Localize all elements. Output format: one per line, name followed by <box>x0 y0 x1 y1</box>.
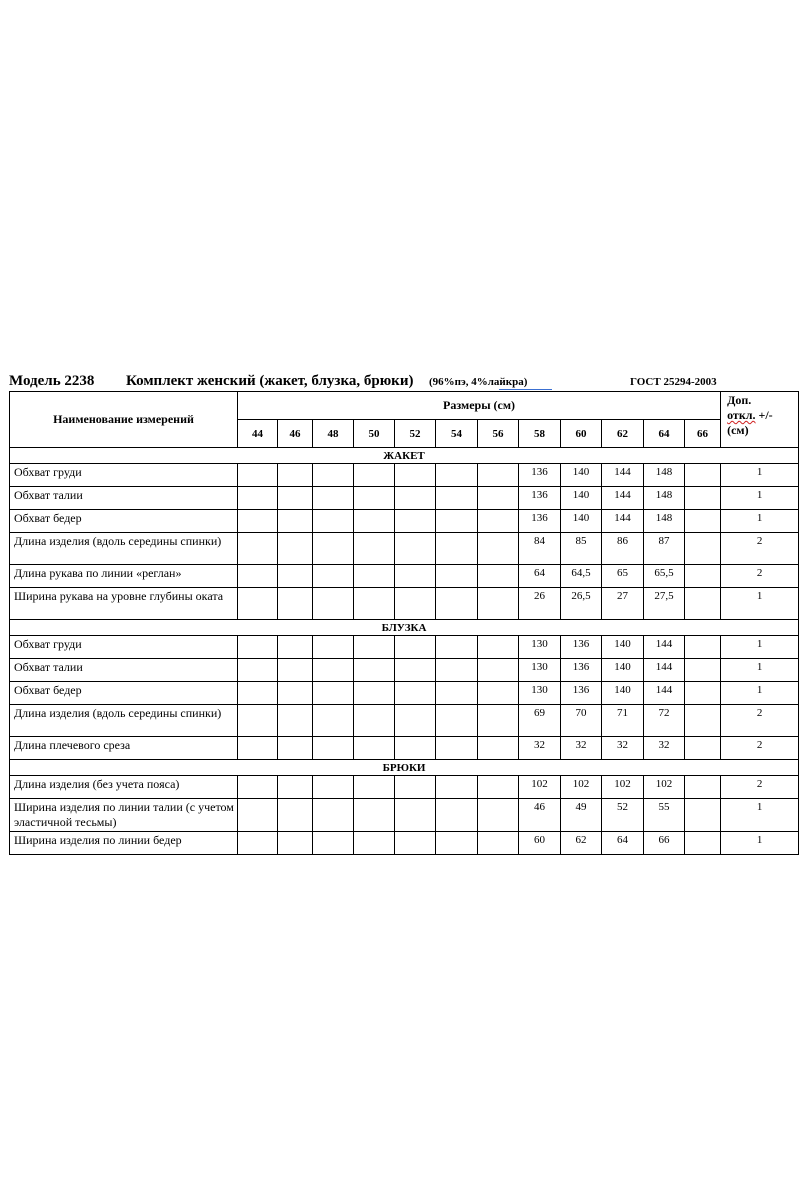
measurement-value: 32 <box>644 737 685 760</box>
fabric-composition: (96%пэ, 4%лайкра) <box>429 376 528 388</box>
measurement-value <box>478 776 519 799</box>
size-header-cell: 50 <box>354 420 395 448</box>
measurement-value <box>685 682 721 705</box>
measurement-value <box>313 776 354 799</box>
measurement-value: 87 <box>644 533 685 565</box>
measurement-row <box>10 705 799 737</box>
measurement-value: 85 <box>561 533 602 565</box>
measurement-value <box>354 487 395 510</box>
measurement-value: 136 <box>561 636 602 659</box>
measurement-value <box>354 510 395 533</box>
measurement-value <box>278 588 313 620</box>
measurement-value <box>313 464 354 487</box>
measurement-name: Ширина изделия по линии бедер <box>10 832 238 855</box>
measurement-value: 144 <box>644 636 685 659</box>
measurement-value <box>238 487 278 510</box>
measurement-value <box>478 533 519 565</box>
measurement-value <box>278 487 313 510</box>
measurement-value: 27,5 <box>644 588 685 620</box>
measurement-value: 140 <box>602 636 644 659</box>
measurement-value: 86 <box>602 533 644 565</box>
measurement-value: 130 <box>519 659 561 682</box>
measurement-row <box>10 659 799 682</box>
measurement-value <box>685 487 721 510</box>
section-row <box>10 620 799 636</box>
measurement-value <box>436 799 478 832</box>
measurement-row <box>10 565 799 588</box>
measurement-name: Длина изделия (без учета пояса) <box>10 776 238 799</box>
measurement-name: Длина изделия (вдоль середины спинки) <box>10 705 238 737</box>
measurement-value <box>238 533 278 565</box>
measurement-value <box>395 659 436 682</box>
measurement-value: 72 <box>644 705 685 737</box>
tolerance-value: 2 <box>721 565 799 588</box>
tolerance-value: 2 <box>721 737 799 760</box>
section-title: ЖАКЕТ <box>10 448 799 464</box>
measurement-value <box>354 659 395 682</box>
measurement-value <box>238 565 278 588</box>
measurement-value <box>313 565 354 588</box>
measurement-value: 130 <box>519 636 561 659</box>
measurement-value <box>478 705 519 737</box>
measurement-value <box>685 705 721 737</box>
measurement-value <box>278 636 313 659</box>
measurement-row <box>10 737 799 760</box>
measurement-value <box>278 737 313 760</box>
measurement-value: 144 <box>644 682 685 705</box>
measurement-value <box>395 682 436 705</box>
measurement-value <box>478 588 519 620</box>
measurement-name: Обхват бедер <box>10 682 238 705</box>
measurement-value <box>478 510 519 533</box>
measurement-name: Длина изделия (вдоль середины спинки) <box>10 533 238 565</box>
measurement-value <box>278 799 313 832</box>
measurement-row <box>10 588 799 620</box>
measurement-value: 140 <box>561 487 602 510</box>
spellcheck-underline <box>499 389 552 390</box>
measurement-value: 71 <box>602 705 644 737</box>
measurement-value: 102 <box>644 776 685 799</box>
measurement-row <box>10 464 799 487</box>
measurement-value <box>685 776 721 799</box>
measurement-value <box>238 682 278 705</box>
measurement-value <box>395 464 436 487</box>
tolerance-value: 2 <box>721 533 799 565</box>
measurement-value <box>238 737 278 760</box>
measurement-value <box>436 588 478 620</box>
measurement-value <box>395 565 436 588</box>
measurement-value: 64,5 <box>561 565 602 588</box>
tolerance-header-line1: Доп. <box>727 393 752 407</box>
measurement-value <box>354 737 395 760</box>
section-row <box>10 448 799 464</box>
measurement-value <box>436 464 478 487</box>
measurement-value <box>238 705 278 737</box>
tolerance-value: 1 <box>721 588 799 620</box>
measurement-value <box>685 659 721 682</box>
measurement-value <box>354 464 395 487</box>
measurement-value <box>354 636 395 659</box>
measurement-value: 144 <box>644 659 685 682</box>
measurement-value: 32 <box>519 737 561 760</box>
measurement-value <box>395 636 436 659</box>
measurement-row <box>10 799 799 832</box>
product-title: Комплект женский (жакет, блузка, брюки) <box>126 373 414 389</box>
measurement-value <box>238 659 278 682</box>
tolerance-value: 1 <box>721 636 799 659</box>
measurement-row <box>10 832 799 855</box>
tolerance-header <box>721 392 799 448</box>
document-header <box>9 373 799 390</box>
measurement-value <box>395 510 436 533</box>
measurement-value <box>354 565 395 588</box>
measurement-value <box>238 464 278 487</box>
measurement-row <box>10 533 799 565</box>
measurement-value <box>313 510 354 533</box>
measurement-value: 64 <box>519 565 561 588</box>
measurement-value <box>313 682 354 705</box>
size-header-cell: 58 <box>519 420 561 448</box>
measurement-name: Ширина рукава на уровне глубины оката <box>10 588 238 620</box>
tolerance-value: 2 <box>721 705 799 737</box>
measurement-value <box>278 832 313 855</box>
measurement-value: 136 <box>519 464 561 487</box>
measurement-value <box>478 737 519 760</box>
measurement-value <box>685 832 721 855</box>
measurement-value <box>478 636 519 659</box>
measurement-value <box>436 832 478 855</box>
measurement-value: 46 <box>519 799 561 832</box>
measurement-name: Ширина изделия по линии талии (с учетом эластичной тесьмы) <box>10 799 238 832</box>
standard-reference: ГОСТ 25294-2003 <box>630 376 717 388</box>
measurement-name: Обхват груди <box>10 636 238 659</box>
measurement-value: 64 <box>602 832 644 855</box>
measurement-value <box>313 636 354 659</box>
measurement-value: 136 <box>561 659 602 682</box>
measurement-name: Длина плечевого среза <box>10 737 238 760</box>
size-header-cell: 48 <box>313 420 354 448</box>
measurement-value <box>395 705 436 737</box>
tolerance-value: 2 <box>721 776 799 799</box>
measurement-value <box>478 565 519 588</box>
measurement-value: 136 <box>561 682 602 705</box>
size-header-cell: 44 <box>238 420 278 448</box>
tolerance-header-line2 <box>727 408 798 423</box>
measurement-value <box>313 533 354 565</box>
measurement-value <box>395 487 436 510</box>
measurement-value <box>395 799 436 832</box>
measurement-value: 65 <box>602 565 644 588</box>
measurement-name: Обхват груди <box>10 464 238 487</box>
measurement-value <box>313 659 354 682</box>
measurement-value <box>313 588 354 620</box>
measurement-row <box>10 636 799 659</box>
tolerance-value: 1 <box>721 832 799 855</box>
measurement-value <box>685 799 721 832</box>
measurement-value <box>478 659 519 682</box>
measurement-value <box>313 799 354 832</box>
measurement-value: 144 <box>602 464 644 487</box>
measurement-value <box>395 776 436 799</box>
table-header-row <box>10 392 799 420</box>
tolerance-value: 1 <box>721 510 799 533</box>
measurement-name-header: Наименование измерений <box>10 392 238 448</box>
measurement-value <box>436 659 478 682</box>
sizes-header: Размеры (см) <box>238 392 721 420</box>
measurement-value <box>278 533 313 565</box>
measurement-value: 140 <box>561 510 602 533</box>
measurement-value: 26,5 <box>561 588 602 620</box>
measurement-value <box>478 682 519 705</box>
size-header-cell: 62 <box>602 420 644 448</box>
measurement-value <box>313 737 354 760</box>
measurement-value <box>278 565 313 588</box>
measurement-value <box>436 705 478 737</box>
measurement-value <box>238 588 278 620</box>
section-title: БРЮКИ <box>10 760 799 776</box>
measurement-value <box>278 510 313 533</box>
measurement-value: 102 <box>519 776 561 799</box>
size-chart-body <box>10 392 799 855</box>
measurement-value <box>354 682 395 705</box>
size-header-cell: 56 <box>478 420 519 448</box>
measurement-value: 60 <box>519 832 561 855</box>
measurement-value <box>685 510 721 533</box>
measurement-value: 140 <box>602 682 644 705</box>
measurement-value <box>354 799 395 832</box>
measurement-value <box>436 510 478 533</box>
measurement-value <box>278 659 313 682</box>
measurement-value: 84 <box>519 533 561 565</box>
measurement-value: 102 <box>602 776 644 799</box>
measurement-value <box>238 832 278 855</box>
measurement-value <box>436 682 478 705</box>
measurement-value <box>685 464 721 487</box>
measurement-value <box>313 705 354 737</box>
measurement-value <box>278 464 313 487</box>
size-header-cell: 66 <box>685 420 721 448</box>
measurement-value <box>685 565 721 588</box>
measurement-value <box>238 776 278 799</box>
model-number: Модель 2238 <box>9 373 95 389</box>
measurement-value: 62 <box>561 832 602 855</box>
measurement-value <box>436 565 478 588</box>
measurement-value: 148 <box>644 464 685 487</box>
measurement-row <box>10 776 799 799</box>
size-header-cell: 60 <box>561 420 602 448</box>
measurement-value <box>354 776 395 799</box>
measurement-name: Длина рукава по линии «реглан» <box>10 565 238 588</box>
size-chart-table <box>9 391 799 855</box>
measurement-value: 52 <box>602 799 644 832</box>
measurement-value: 27 <box>602 588 644 620</box>
measurement-value <box>395 533 436 565</box>
section-row <box>10 760 799 776</box>
measurement-value <box>685 588 721 620</box>
measurement-value: 144 <box>602 510 644 533</box>
measurement-value: 148 <box>644 510 685 533</box>
measurement-value <box>395 737 436 760</box>
measurement-value: 136 <box>519 510 561 533</box>
measurement-value <box>436 737 478 760</box>
measurement-value: 140 <box>561 464 602 487</box>
measurement-name: Обхват бедер <box>10 510 238 533</box>
measurement-value <box>395 832 436 855</box>
measurement-value <box>278 776 313 799</box>
measurement-value <box>354 588 395 620</box>
measurement-value: 144 <box>602 487 644 510</box>
tolerance-abbr: откл. <box>727 408 756 422</box>
measurement-value: 65,5 <box>644 565 685 588</box>
measurement-row <box>10 682 799 705</box>
measurement-value: 26 <box>519 588 561 620</box>
measurement-name: Обхват талии <box>10 659 238 682</box>
measurement-value <box>436 636 478 659</box>
measurement-value <box>238 510 278 533</box>
size-header-cell: 54 <box>436 420 478 448</box>
section-title: БЛУЗКА <box>10 620 799 636</box>
measurement-value: 136 <box>519 487 561 510</box>
measurement-value <box>238 799 278 832</box>
measurement-value: 140 <box>602 659 644 682</box>
measurement-value <box>436 776 478 799</box>
measurement-value <box>395 588 436 620</box>
measurement-value: 70 <box>561 705 602 737</box>
measurement-value <box>354 705 395 737</box>
tolerance-value: 1 <box>721 487 799 510</box>
measurement-row <box>10 487 799 510</box>
tolerance-value: 1 <box>721 799 799 832</box>
measurement-value: 102 <box>561 776 602 799</box>
measurement-value <box>478 799 519 832</box>
measurement-value: 130 <box>519 682 561 705</box>
measurement-value <box>478 832 519 855</box>
measurement-value <box>354 832 395 855</box>
measurement-value: 32 <box>561 737 602 760</box>
tolerance-value: 1 <box>721 659 799 682</box>
measurement-value <box>354 533 395 565</box>
measurement-value: 69 <box>519 705 561 737</box>
measurement-value <box>436 533 478 565</box>
measurement-value <box>313 487 354 510</box>
measurement-value <box>278 682 313 705</box>
measurement-value <box>478 487 519 510</box>
size-header-cell: 46 <box>278 420 313 448</box>
measurement-name: Обхват талии <box>10 487 238 510</box>
tolerance-header-line3: (см) <box>727 423 749 437</box>
tolerance-value: 1 <box>721 464 799 487</box>
tolerance-value: 1 <box>721 682 799 705</box>
measurement-row <box>10 510 799 533</box>
measurement-value: 148 <box>644 487 685 510</box>
size-header-cell: 52 <box>395 420 436 448</box>
measurement-value: 32 <box>602 737 644 760</box>
measurement-value: 66 <box>644 832 685 855</box>
measurement-value <box>685 737 721 760</box>
measurement-value <box>478 464 519 487</box>
measurement-value <box>238 636 278 659</box>
tolerance-sign: +/- <box>755 408 773 422</box>
size-header-cell: 64 <box>644 420 685 448</box>
measurement-value: 49 <box>561 799 602 832</box>
measurement-value <box>685 636 721 659</box>
measurement-value: 55 <box>644 799 685 832</box>
measurement-value <box>313 832 354 855</box>
measurement-value <box>685 533 721 565</box>
measurement-value <box>436 487 478 510</box>
measurement-value <box>278 705 313 737</box>
